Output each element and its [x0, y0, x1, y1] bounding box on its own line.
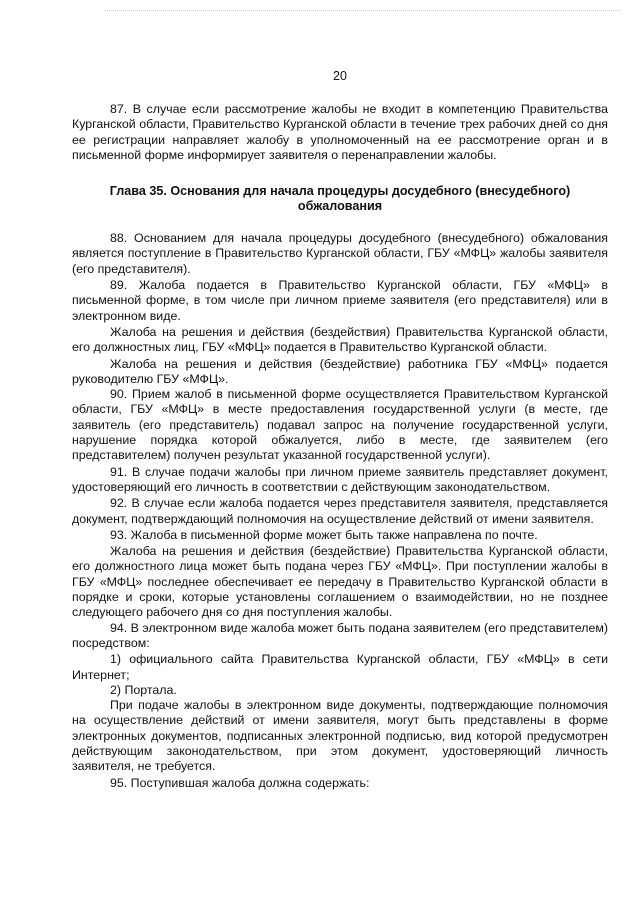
paragraph-94-electronic: При подаче жалобы в электронном виде документы, подтверждающие полномочия на осуществление действий от имени заявителя, могут быть представлены в форме электронных документов, подписанных электронной подписью, вид которой предусмотрен действующим законодательством, при этом документ, удостоверяющий личность заявителя, не требуется.	[72, 698, 608, 774]
paragraph-95: 95. Поступившая жалоба должна содержать:	[110, 775, 370, 790]
paragraph-90: 90. Прием жалоб в письменной форме осуществляется Правительством Курганской области, ГБУ «МФЦ» в месте предоставления государственной услуги (в месте, где заявитель (его представитель) подавал запрос на получение государственной услуги, нарушение порядка которой обжалуется, либо в месте, где заявителем (его представителем) получен результат указанной государственной услуги).	[72, 387, 608, 463]
paragraph-94: 94. В электронном виде жалоба может быть подана заявителем (его представителем) посредством:	[72, 620, 608, 650]
paragraph-94-item-1: 1) официального сайта Правительства Курганской области, ГБУ «МФЦ» в сети Интернет;	[72, 652, 608, 682]
paragraph-89-complaint-mfc: Жалоба на решения и действия (бездействие) работника ГБУ «МФЦ» подается руководителю ГБУ «МФЦ».	[72, 356, 608, 386]
paragraph-93: 93. Жалоба в письменной форме может быть также направлена по почте.	[110, 527, 538, 542]
page-number: 20	[333, 69, 347, 83]
paragraph-89: 89. Жалоба подается в Правительство Курганской области, ГБУ «МФЦ» в письменной форме, в том числе при личном приеме заявителя (его представителя) или в электронном виде.	[72, 278, 608, 323]
scan-artifact-line	[105, 10, 620, 13]
paragraph-94-item-2: 2) Портала.	[110, 682, 177, 697]
paragraph-91: 91. В случае подачи жалобы при личном приеме заявитель представляет документ, удостоверяющий его личность в соответствии с действующим законодательством.	[72, 464, 608, 494]
paragraph-92: 92. В случае если жалоба подается через представителя заявителя, представляется документ, подтверждающий полномочия на осуществление действий от имени заявителя.	[72, 496, 608, 526]
chapter-heading: Глава 35. Основания для начала процедуры досудебного (внесудебного) обжалования	[109, 184, 571, 214]
document-body	[72, 102, 608, 791]
paragraph-93-via-mfc: Жалоба на решения и действия (бездействие) Правительства Курганской области, его должностного лица может быть подана через ГБУ «МФЦ». При поступлении жалобы в ГБУ «МФЦ» последнее обеспечивает ее передачу в Правительство Курганской области в порядке и сроки, которые установлены соглашением о взаимодействии, но не позднее следующего рабочего дня со дня поступления жалобы.	[72, 544, 608, 620]
paragraph-87: 87. В случае если рассмотрение жалобы не входит в компетенцию Правительства Курганской области, Правительство Курганской области в течение трех рабочих дней со дня ее регистрации направляет жалобу в уполномоченный на ее рассмотрение орган и в письменной форме информирует заявителя о перенаправлении жалобы.	[72, 102, 608, 162]
paragraph-89-complaint-government: Жалоба на решения и действия (бездействия) Правительства Курганской области, его должностных лиц, ГБУ «МФЦ» подается в Правительство Курганской области.	[72, 324, 608, 355]
paragraph-88: 88. Основанием для начала процедуры досудебного (внесудебного) обжалования является поступление в Правительство Курганской области, ГБУ «МФЦ» жалобы заявителя (его представителя).	[72, 231, 608, 276]
